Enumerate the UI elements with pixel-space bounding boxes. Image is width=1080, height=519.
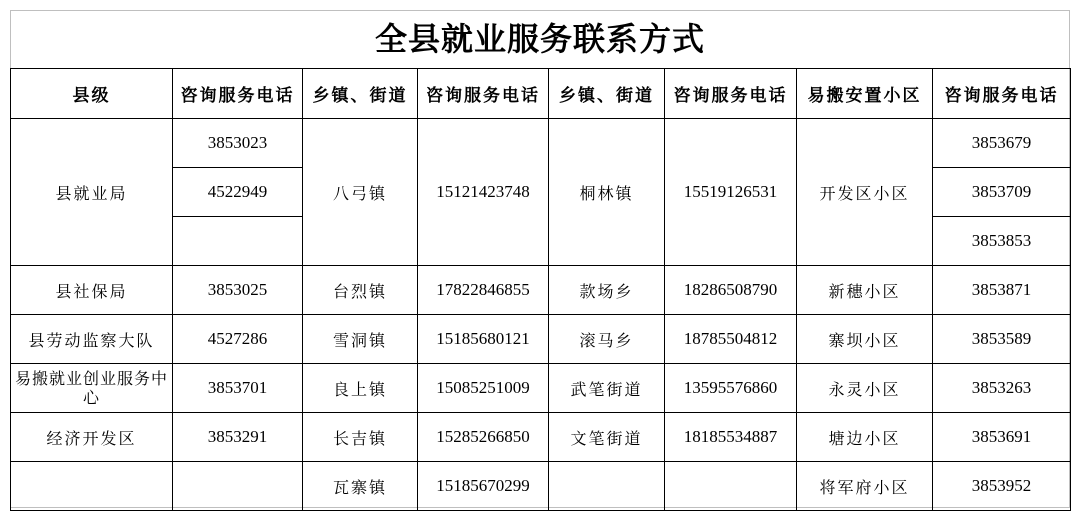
town-a-phone: 15085251009 <box>418 364 549 413</box>
county-phone: 3853025 <box>173 266 303 315</box>
header-town-a-phone: 咨询服务电话 <box>418 69 549 119</box>
table-row <box>11 364 1071 413</box>
county-name <box>11 462 173 511</box>
header-town-b: 乡镇、街道 <box>549 69 665 119</box>
county-phone: 3853701 <box>173 364 303 413</box>
page-title: 全县就业服务联系方式 <box>374 20 705 58</box>
community-phone: 3853952 <box>933 462 1071 511</box>
county-name: 县就业局 <box>11 119 173 266</box>
town-a-phone: 15285266850 <box>418 413 549 462</box>
town-b-phone: 18785504812 <box>665 315 797 364</box>
town-a-phone: 15121423748 <box>418 119 549 266</box>
community-name: 将军府小区 <box>797 462 933 511</box>
town-a-name: 良上镇 <box>303 364 418 413</box>
contact-sheet <box>10 10 1070 508</box>
town-b-phone <box>665 462 797 511</box>
header-row <box>11 69 1071 119</box>
header-county-phone: 咨询服务电话 <box>173 69 303 119</box>
town-a-phone: 15185670299 <box>418 462 549 511</box>
community-name: 寨坝小区 <box>797 315 933 364</box>
town-a-name: 长吉镇 <box>303 413 418 462</box>
town-a-name: 瓦寨镇 <box>303 462 418 511</box>
town-b-phone: 15519126531 <box>665 119 797 266</box>
community-phone: 3853853 <box>933 217 1071 266</box>
town-a-phone: 15185680121 <box>418 315 549 364</box>
community-phone: 3853263 <box>933 364 1071 413</box>
table-row <box>11 413 1071 462</box>
town-b-name: 武笔街道 <box>549 364 665 413</box>
county-phone <box>173 217 303 266</box>
town-b-phone: 18185534887 <box>665 413 797 462</box>
community-phone: 3853589 <box>933 315 1071 364</box>
table-row <box>11 462 1071 511</box>
town-a-name: 台烈镇 <box>303 266 418 315</box>
county-name: 经济开发区 <box>11 413 173 462</box>
county-name: 县劳动监察大队 <box>11 315 173 364</box>
county-phone: 3853023 <box>173 119 303 168</box>
town-b-name <box>549 462 665 511</box>
town-b-phone: 18286508790 <box>665 266 797 315</box>
table-row <box>11 119 1071 168</box>
county-phone: 4522949 <box>173 168 303 217</box>
header-community-phone: 咨询服务电话 <box>933 69 1071 119</box>
county-phone <box>173 462 303 511</box>
header-county: 县级 <box>11 69 173 119</box>
contact-table <box>10 68 1071 511</box>
county-phone: 3853291 <box>173 413 303 462</box>
town-b-name: 滚马乡 <box>549 315 665 364</box>
town-b-name: 款场乡 <box>549 266 665 315</box>
town-b-name: 桐林镇 <box>549 119 665 266</box>
town-a-name: 雪洞镇 <box>303 315 418 364</box>
header-town-a: 乡镇、街道 <box>303 69 418 119</box>
town-a-phone: 17822846855 <box>418 266 549 315</box>
community-name: 塘边小区 <box>797 413 933 462</box>
community-phone: 3853679 <box>933 119 1071 168</box>
header-community: 易搬安置小区 <box>797 69 933 119</box>
table-row <box>11 315 1071 364</box>
town-b-name: 文笔街道 <box>549 413 665 462</box>
community-phone: 3853871 <box>933 266 1071 315</box>
town-b-phone: 13595576860 <box>665 364 797 413</box>
community-phone: 3853691 <box>933 413 1071 462</box>
county-phone: 4527286 <box>173 315 303 364</box>
community-name: 新穗小区 <box>797 266 933 315</box>
community-name: 开发区小区 <box>797 119 933 266</box>
county-name: 县社保局 <box>11 266 173 315</box>
community-name: 永灵小区 <box>797 364 933 413</box>
header-town-b-phone: 咨询服务电话 <box>665 69 797 119</box>
community-phone: 3853709 <box>933 168 1071 217</box>
county-name: 易搬就业创业服务中心 <box>11 364 173 413</box>
table-row <box>11 266 1071 315</box>
town-a-name: 八弓镇 <box>303 119 418 266</box>
